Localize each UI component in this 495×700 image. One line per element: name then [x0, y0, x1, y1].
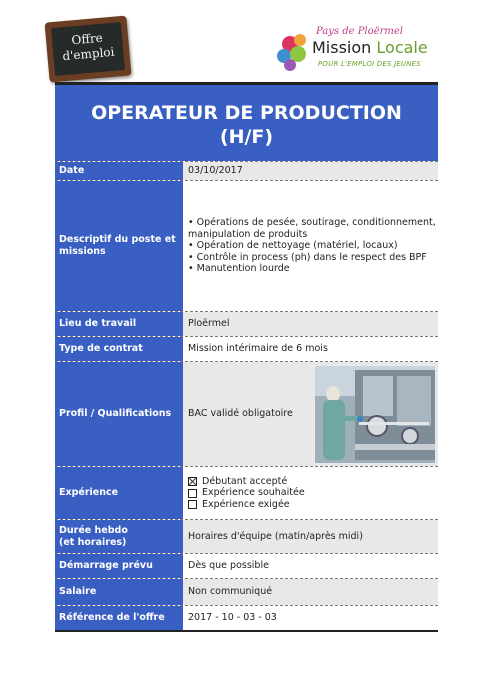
list-item: • Opérations de pesée, soutirage, conditionnement, manipulation de produits — [188, 217, 438, 240]
job-title-line-2: (H/F) — [219, 126, 274, 148]
row-contrat — [55, 336, 438, 361]
logo-mission: Mission — [312, 38, 377, 57]
descriptif-label: Descriptif du poste et missions — [55, 181, 183, 311]
experience-option-label: Expérience exigée — [202, 498, 290, 510]
contrat-value: Mission intérimaire de 6 mois — [183, 337, 438, 361]
duree-label-line-1: Durée hebdo — [59, 524, 128, 536]
duree-value: Horaires d'équipe (matin/après midi) — [183, 520, 438, 553]
demarrage-label: Démarrage prévu — [55, 554, 183, 578]
experience-value — [183, 467, 438, 519]
list-item: • Manutention lourde — [188, 263, 438, 275]
row-profil — [55, 361, 438, 466]
salaire-label: Salaire — [55, 579, 183, 605]
row-date — [55, 161, 438, 180]
experience-option-exigee[interactable] — [188, 499, 305, 511]
logo-title — [312, 38, 428, 57]
checkbox-checked-icon[interactable] — [188, 477, 197, 486]
experience-label: Expérience — [55, 467, 183, 519]
job-title-line-1: OPERATEUR DE PRODUCTION — [91, 102, 402, 124]
colored-bubbles-icon — [276, 32, 312, 72]
row-demarrage — [55, 553, 438, 578]
job-offer-table — [55, 82, 438, 632]
checkbox-unchecked-icon[interactable] — [188, 500, 197, 509]
date-label: Date — [55, 162, 183, 180]
list-item: • Opération de nettoyage (matériel, locaux) — [188, 240, 438, 252]
experience-option-label: Débutant accepté — [202, 475, 288, 487]
badge-line-1: Offre — [70, 30, 104, 48]
checkbox-unchecked-icon[interactable] — [188, 489, 197, 498]
experience-option-label: Expérience souhaitée — [202, 487, 305, 499]
list-item: • Contrôle in process (ph) dans le respect des BPF — [188, 252, 438, 264]
row-duree — [55, 519, 438, 553]
mission-locale-logo — [276, 24, 446, 76]
production-operator-photo — [315, 366, 435, 463]
missions-list — [188, 217, 438, 275]
lieu-label: Lieu de travail — [55, 312, 183, 336]
row-lieu — [55, 311, 438, 336]
row-salaire — [55, 578, 438, 605]
salaire-value: Non communiqué — [183, 579, 438, 605]
lieu-value: Ploërmel — [183, 312, 438, 336]
reference-value: 2017 - 10 - 03 - 03 — [183, 606, 438, 630]
logo-pays: Pays de Ploërmel — [316, 26, 403, 37]
duree-label-line-2: (et horaires) — [59, 536, 127, 548]
duree-label — [55, 520, 183, 553]
experience-option-debutant[interactable] — [188, 476, 305, 488]
profil-value: BAC validé obligatoire — [183, 362, 438, 466]
logo-locale: Locale — [376, 38, 428, 57]
offre-emploi-badge — [45, 16, 132, 83]
date-value: 03/10/2017 — [183, 162, 438, 180]
reference-label: Référence de l'offre — [55, 606, 183, 630]
profil-label: Profil / Qualifications — [55, 362, 183, 466]
demarrage-value: Dès que possible — [183, 554, 438, 578]
row-descriptif — [55, 180, 438, 311]
job-title — [55, 85, 438, 161]
logo-tagline: POUR L'EMPLOI DES JEUNES — [318, 60, 421, 68]
row-reference — [55, 605, 438, 632]
contrat-label: Type de contrat — [55, 337, 183, 361]
row-experience — [55, 466, 438, 519]
experience-option-souhaitee[interactable] — [188, 487, 305, 499]
experience-options — [188, 476, 305, 511]
descriptif-value — [183, 181, 438, 311]
badge-line-2: d'emploi — [61, 44, 115, 64]
